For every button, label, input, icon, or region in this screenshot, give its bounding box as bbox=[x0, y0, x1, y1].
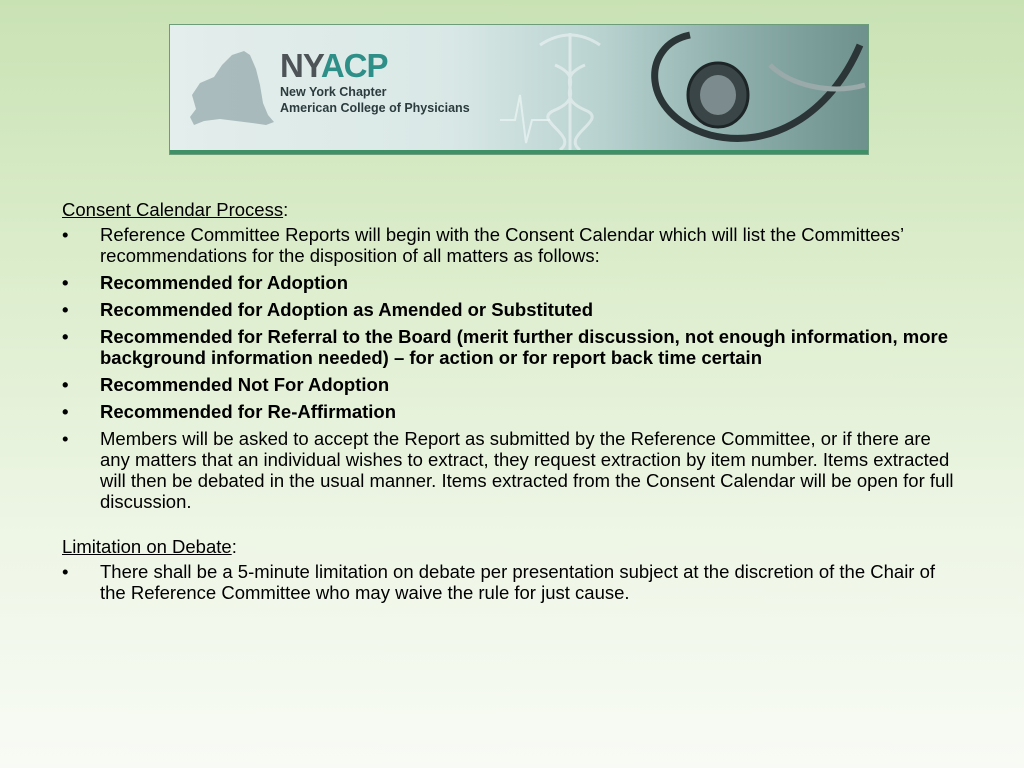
list-item: • Members will be asked to accept the Report as submitted by the Reference Committee, or if there are any matters that an individual wishes to extract, they request extraction by item number. Items extracted will then be debated in the usual manner. Items extracted from the Consent Calendar will be open for full discussion. bbox=[62, 428, 954, 512]
chapter-name: New York Chapter bbox=[280, 85, 387, 99]
caduceus-icon bbox=[540, 33, 600, 153]
slide-body bbox=[62, 199, 962, 609]
list-item: • Recommended for Adoption as Amended or Substituted bbox=[62, 299, 594, 320]
consent-calendar-heading: Consent Calendar Process: bbox=[62, 199, 289, 220]
nyacp-banner bbox=[169, 24, 869, 155]
list-item: • Recommended for Re-Affirmation bbox=[62, 401, 397, 422]
list-item: • Recommended for Referral to the Board (merit further discussion, not enough information, more background information needed) – for action or for report back time certain bbox=[62, 326, 949, 368]
list-item: • There shall be a 5-minute limitation on debate per presentation subject at the discretion of the Chair of the Reference Committee who may waive the rule for just cause. bbox=[62, 561, 936, 603]
consent-calendar-list bbox=[62, 224, 962, 512]
new-york-state-map-icon bbox=[190, 51, 274, 125]
limitation-on-debate-heading: Limitation on Debate: bbox=[62, 536, 237, 557]
banner-artwork bbox=[170, 25, 869, 155]
stethoscope-icon bbox=[655, 35, 865, 138]
limitation-on-debate-list bbox=[62, 561, 962, 603]
list-item: • Recommended Not For Adoption bbox=[62, 374, 390, 395]
organization-name: American College of Physicians bbox=[280, 101, 470, 115]
nyacp-logo: NYACP bbox=[280, 47, 388, 84]
list-item: • Reference Committee Reports will begin with the Consent Calendar which will list the Committees’ recommendations for the disposition of all matters as follows: bbox=[62, 224, 904, 266]
list-item: • Recommended for Adoption bbox=[62, 272, 349, 293]
heartbeat-line-icon bbox=[500, 95, 550, 143]
